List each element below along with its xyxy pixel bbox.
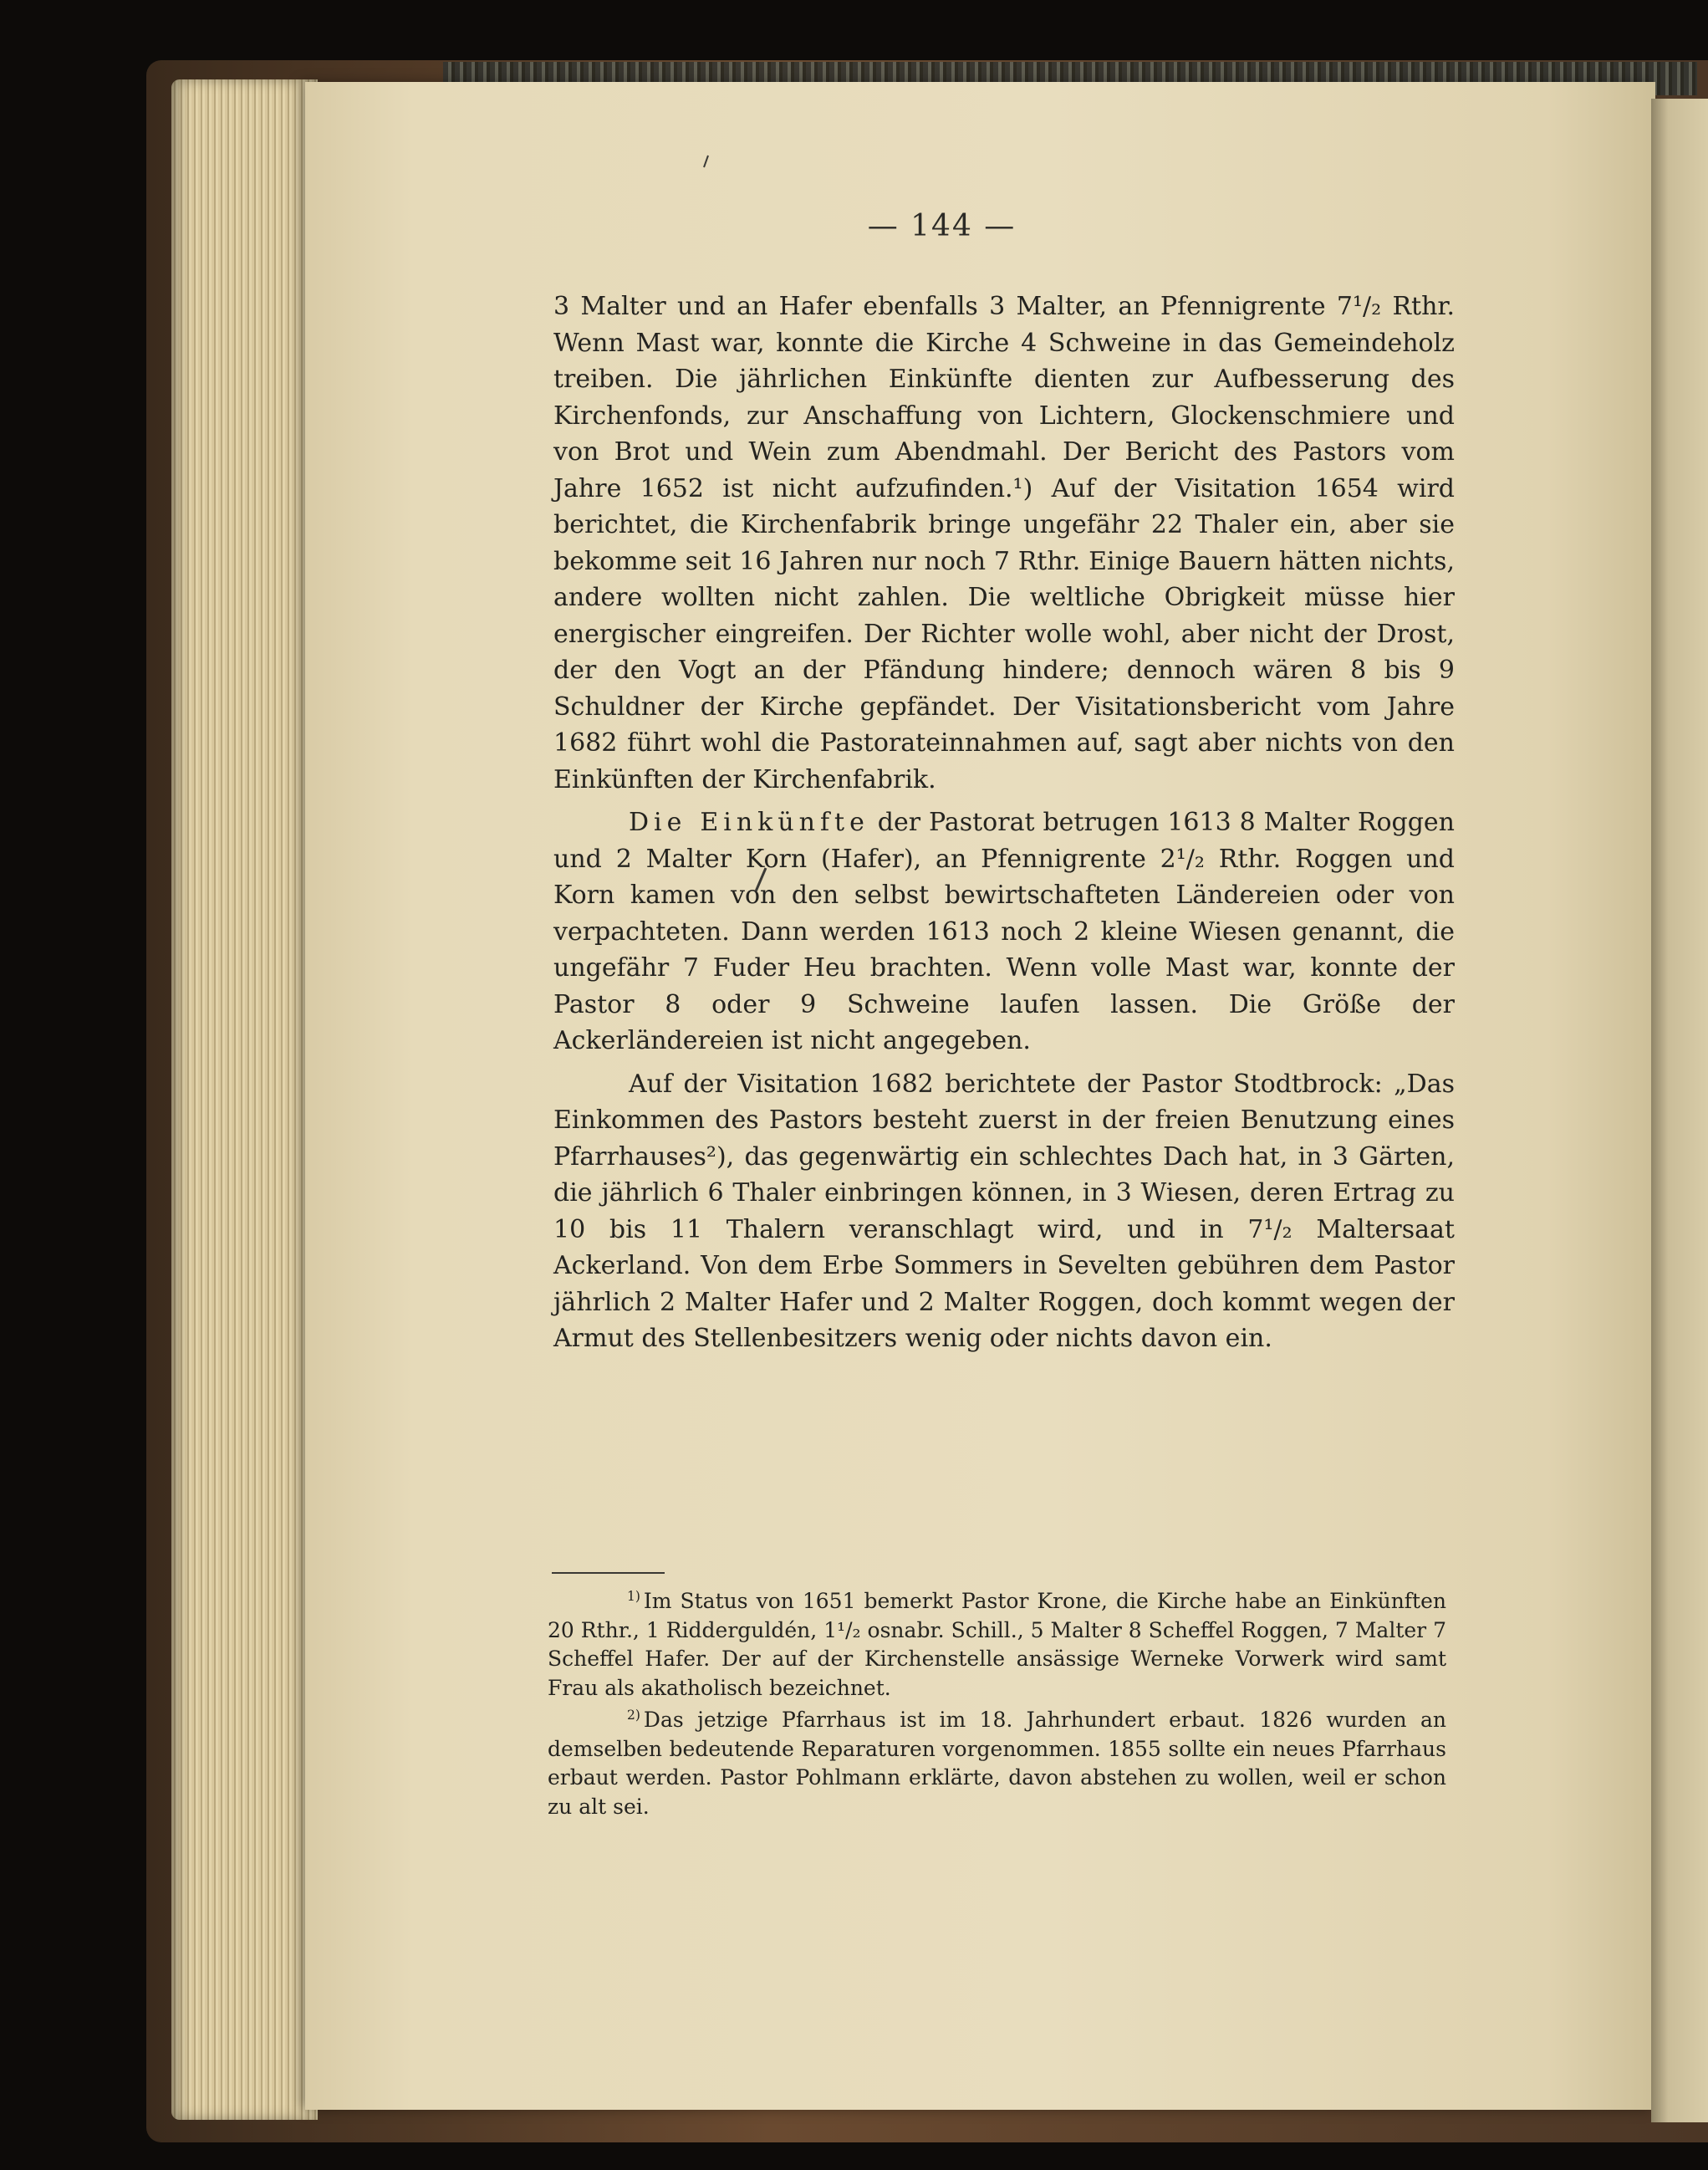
pencil-mark-icon: [702, 155, 709, 168]
paragraph-3: Auf der Visitation 1682 berichtete der Pastor Stodtbrock: „Das Einkommen des Pastors besteht zuerst in der freien Benutzung eines Pfarrhauses²), das gegenwärtig ein schlechtes Dach hat, in 3 Gärten, die jährlich 6 Thaler einbringen können, in 3 Wiesen, deren Ertrag zu 10 bis 11 Thalern veranschlagt wird, und in 7¹/₂ Maltersaat Ackerland. Von dem Erbe Sommers in Sevelten gebühren dem Pastor jährlich 2 Malter Hafer und 2 Malter Roggen, doch kommt wegen der Armut des Stellenbesitzers wenig oder nichts davon ein.: [553, 1069, 1455, 1353]
footnote-1-text: Im Status von 1651 bemerkt Pastor Krone, die Kirche habe an Einkünften 20 Rthr., 1 Ridderguldén, 1¹/₂ osnabr. Schill., 5 Malter 8 Scheffel Roggen, 7 Malter 7 Scheffel Hafer. Der auf der Kirchenstelle ansässige Werneke Vorwerk wird samt Frau als akatholisch bezeichnet.: [548, 1589, 1446, 1700]
footnote-2-mark: 2): [627, 1707, 640, 1723]
footnote-rule: [552, 1572, 665, 1574]
facing-page-gutter: [1651, 99, 1708, 2122]
spaced-heading: Die Einkünfte: [629, 808, 869, 837]
page-edges: [171, 79, 318, 2120]
paragraph-2-text: der Pastorat betrugen 1613 8 Malter Roggen und 2 Malter Korn (Hafer), an Pfennigrente 2¹/₂ Rthr. Roggen und Korn kamen von den selbst bewirtschafteten Ländereien oder von verpachteten. Dann werden 1613 noch 2 kleine Wiesen genannt, die ungefähr 7 Fuder Heu brachten. Wenn volle Mast war, konnte der Pastor 8 oder 9 Schweine laufen lassen. Die Größe der Ackerländereien ist nicht angegeben.: [553, 808, 1455, 1055]
footnotes: [548, 1587, 1446, 1825]
paragraph-2: [553, 804, 1455, 1059]
footnote-2-text: Das jetzige Pfarrhaus ist im 18. Jahrhundert erbaut. 1826 wurden an demselben bedeutende Reparaturen vorgenommen. 1855 sollte ein neues Pfarrhaus erbaut werden. Pastor Pohlmann erklärte, davon abstehen zu wollen, weil er schon zu alt sei.: [548, 1708, 1446, 1819]
body-text: [553, 288, 1455, 1364]
footnote-1: [548, 1587, 1446, 1703]
footnote-1-mark: 1): [627, 1588, 640, 1604]
pencil-slash-icon: [752, 866, 769, 893]
paragraph-1: 3 Malter und an Hafer ebenfalls 3 Malter, an Pfennigrente 7¹/₂ Rthr. Wenn Mast war, konnte die Kirche 4 Schweine in das Gemeindeholz treiben. Die jährlichen Einkünfte dienten zur Aufbesserung des Kirchenfonds, zur Anschaffung von Lichtern, Glockenschmiere und von Brot und Wein zum Abendmahl. Der Bericht des Pastors vom Jahre 1652 ist nicht aufzufinden.¹) Auf der Visitation 1654 wird berichtet, die Kirchenfabrik bringe ungefähr 22 Thaler ein, aber sie bekomme seit 16 Jahren nur noch 7 Rthr. Einige Bauern hätten nichts, andere wollten nicht zahlen. Die weltliche Obrigkeit müsse hier energischer eingreifen. Der Richter wolle wohl, aber nicht der Drost, der den Vogt an der Pfändung hindere; dennoch wären 8 bis 9 Schuldner der Kirche gepfändet. Der Visitationsbericht vom Jahre 1682 führt wohl die Pastorateinnahmen auf, sagt aber nichts von den Einkünften der Kirchenfabrik.: [553, 292, 1455, 794]
footnote-2: [548, 1706, 1446, 1821]
page-number: — 144 —: [867, 209, 1017, 243]
